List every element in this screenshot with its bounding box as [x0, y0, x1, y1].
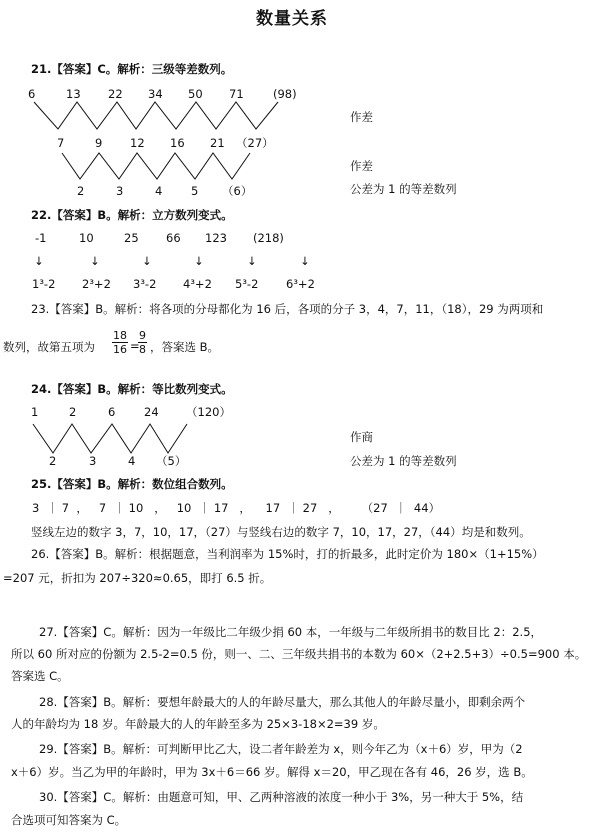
q21-second-diff: 4	[155, 184, 163, 198]
q25-sequence: 3 ｜ 7 ， 7 ｜ 10 ， 10 ｜ 17 ， 17 ｜ 27 ， （27 ｜ 44）	[32, 501, 441, 515]
q30-line2: 合选项可知答案为 C。	[11, 813, 127, 827]
q24-header: 24.【答案】B。解析：等比数列变式。	[31, 382, 233, 396]
q21-note-arith: 公差为 1 的等差数列	[350, 182, 457, 196]
q21-term: 34	[148, 87, 163, 101]
down-arrow-icon: ↓	[247, 254, 257, 268]
q21-term: 22	[108, 87, 123, 101]
q30-line1: 30.【答案】C。解析：由题意可知，甲、乙两种溶液的浓度一种小于 3%，另一种大于 5%，结	[39, 790, 524, 804]
q27-line2: 所以 60 所对应的份额为 2.5-2=0.5 份，则一、二、三年级共捐书的本数为 60×（2+2.5+3）÷0.5=900 本。	[11, 647, 587, 661]
q24-term: 1	[31, 405, 39, 419]
q25-explanation: 竖线左边的数字 3，7，10，17，（27）与竖线右边的数字 7，10，17，27，（44）均是和数列。	[31, 525, 531, 539]
down-arrow-icon: ↓	[194, 254, 204, 268]
fraction-denominator: 8	[139, 343, 146, 356]
q23-fraction-9-8	[138, 330, 147, 355]
q22-term: 123	[205, 231, 227, 245]
q27-line1: 27.【答案】C。解析：因为一年级比二年级少捐 60 本，一年级与二年级所捐书的数目比 2：2.5，	[39, 625, 543, 639]
q23-line2-post: ，答案选 B。	[150, 340, 220, 354]
q22-term: 66	[166, 231, 181, 245]
q21-diff: 21	[210, 136, 225, 150]
q21-term: 6	[28, 87, 36, 101]
q21-note-diff1: 作差	[350, 110, 373, 124]
q26-line2: =207 元，折扣为 207÷320≈0.65，即打 6.5 折。	[3, 571, 272, 585]
q22-term: 10	[79, 231, 94, 245]
q24-term: 2	[69, 405, 77, 419]
q21-term: 50	[188, 87, 203, 101]
q26-line1: 26.【答案】B。解析：根据题意，当利润率为 15%时，打的折最多，此时定价为 180×（1+15%）	[31, 547, 544, 561]
q23-equals: =	[130, 339, 140, 353]
q22-formula: 6³+2	[286, 277, 315, 291]
down-arrow-icon: ↓	[34, 254, 44, 268]
down-arrow-icon: ↓	[142, 254, 152, 268]
q24-term: （120）	[186, 405, 231, 419]
q27-line3: 答案选 C。	[11, 669, 69, 683]
q22-formula: 4³+2	[183, 277, 212, 291]
q21-second-diff: （6）	[222, 184, 253, 198]
q23-line2-pre: 数列，故第五项为	[3, 340, 95, 354]
q21-second-diff: 3	[116, 184, 124, 198]
q21-term: (98)	[273, 87, 297, 101]
q22-header: 22.【答案】B。解析：立方数列变式。	[31, 208, 233, 222]
q21-term: 71	[229, 87, 244, 101]
fraction-numerator: 9	[139, 329, 146, 342]
q21-diff: 9	[95, 136, 103, 150]
down-arrow-icon: ↓	[300, 254, 310, 268]
q22-term: 25	[124, 231, 139, 245]
q22-formula: 5³-2	[235, 277, 259, 291]
q22-term: -1	[35, 231, 47, 245]
q21-diff: 16	[170, 136, 185, 150]
q24-quotient: 4	[128, 454, 136, 468]
q28-line1: 28.【答案】B。解析：要想年龄最大的人的年龄尽量大，那么其他人的年龄尽量小，即剩余两个	[39, 695, 526, 709]
q24-term: 6	[108, 405, 116, 419]
q21-diff: （27）	[236, 136, 274, 150]
q21-header: 21.【答案】C。解析：三级等差数列。	[31, 62, 233, 76]
q21-note-diff2: 作差	[350, 159, 373, 173]
page-title: 数量关系	[256, 9, 328, 29]
q24-note-arith: 公差为 1 的等差数列	[350, 454, 457, 468]
q24-quotient: （5）	[156, 454, 187, 468]
q22-term: (218)	[253, 231, 284, 245]
q24-quotient: 3	[89, 454, 97, 468]
q23-line1	[31, 304, 543, 316]
q23-text: 23.【答案】B。解析：将各项的分母都化为 16 后，各项的分子 3，4，7，11，（18），29 为两项和	[31, 302, 544, 316]
q21-term: 13	[66, 87, 81, 101]
q21-diff: 7	[57, 136, 65, 150]
q22-formula: 1³-2	[32, 277, 56, 291]
fraction-denominator: 16	[113, 343, 127, 356]
q28-line2: 人的年龄均为 18 岁。年龄最大的人的年龄至多为 25×3-18×2=39 岁。	[11, 717, 385, 731]
down-arrow-icon: ↓	[90, 254, 100, 268]
q24-quotient: 2	[49, 454, 57, 468]
q24-note-quotient: 作商	[350, 430, 373, 444]
q29-line2: x＋6）岁。当乙为甲的年龄时，甲为 3x＋6＝66 岁。解得 x＝20，甲乙现在各有 46，26 岁，选 B。	[11, 765, 533, 779]
q21-diff: 12	[130, 136, 145, 150]
q23-fraction-18-16	[112, 330, 128, 355]
q24-term: 24	[144, 405, 159, 419]
q25-header: 25.【答案】B。解析：数位组合数列。	[31, 477, 233, 491]
q21-second-diff: 5	[191, 184, 199, 198]
fraction-numerator: 18	[113, 329, 127, 342]
q22-formula: 2³+2	[82, 277, 111, 291]
q22-formula: 3³-2	[133, 277, 157, 291]
q29-line1: 29.【答案】B。解析：可判断甲比乙大，设二者年龄差为 x，则今年乙为（x＋6）岁，甲为（2	[39, 742, 523, 756]
q21-second-diff: 2	[77, 184, 85, 198]
